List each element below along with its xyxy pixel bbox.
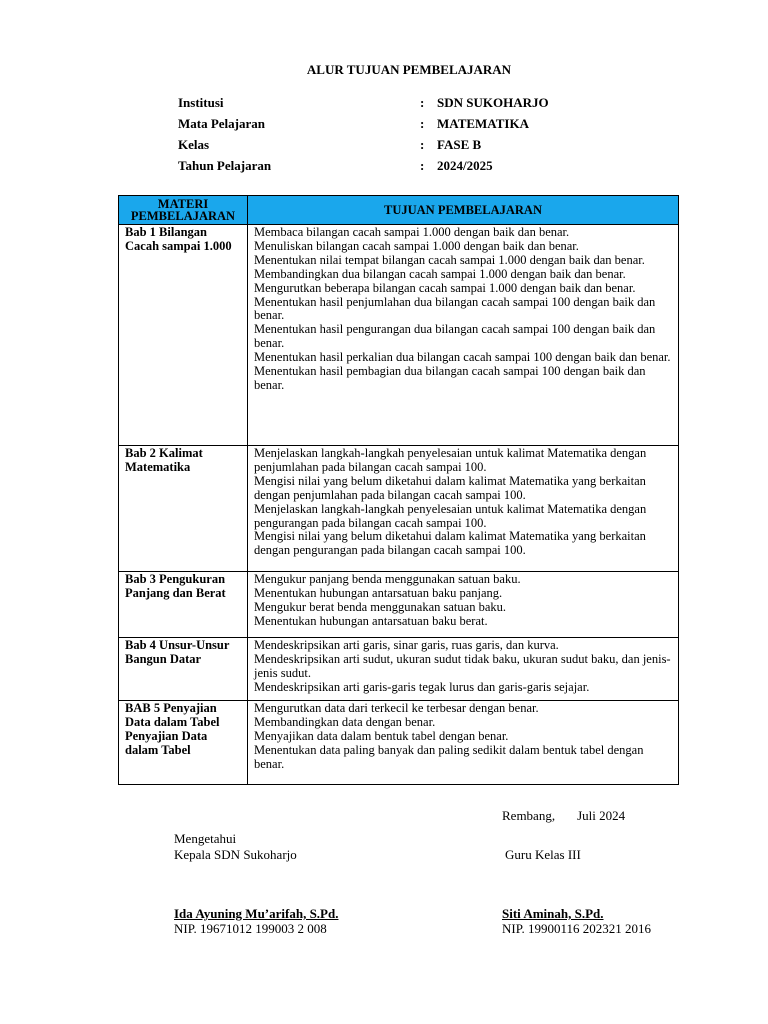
objective-item: Mendeskripsikan arti garis, sinar garis, ruas garis, dan kurva.: [254, 638, 559, 652]
teacher-name: Siti Aminah, S.Pd.: [502, 906, 604, 921]
place: Rembang,: [502, 808, 556, 823]
objective-item: Mengurutkan data dari terkecil ke terbesar dengan benar.: [254, 701, 539, 715]
objective-item: Menentukan hasil pembagian dua bilangan cacah sampai 100 dengan baik dan benar.: [254, 364, 646, 392]
objective-item: Menentukan hasil penjumlahan dua bilangan cacah sampai 100 dengan baik dan benar.: [254, 294, 656, 323]
tujuan-cell: [248, 225, 679, 446]
tujuan-cell: [248, 701, 679, 785]
objective-item: Menjelaskan langkah-langkah penyelesaian untuk kalimat Matematika dengan penjumlahan pada bilangan cacah sampai 100.: [254, 446, 647, 474]
materi-cell: Bab 4 Unsur-Unsur Bangun Datar: [119, 638, 248, 701]
meta-label: Kelas: [178, 137, 210, 152]
date: Juli 2024: [577, 808, 626, 823]
objective-item: Mengukur berat benda menggunakan satuan baku.: [254, 599, 507, 614]
signature-left-heading: [174, 831, 297, 863]
objective-item: Menentukan hasil pengurangan dua bilangan cacah sampai 100 dengan baik dan benar.: [254, 322, 656, 351]
objective-item: Mendeskripsikan arti sudut, ukuran sudut tidak baku, ukuran sudut baku, dan jenis-jenis sudut.: [254, 651, 671, 680]
signature-right-name-block: [502, 906, 651, 936]
teacher-title: Guru Kelas III: [505, 847, 581, 862]
meta-value: SDN SUKOHARJO: [437, 95, 549, 110]
objective-item: Mendeskripsikan arti garis-garis tegak lurus dan garis-garis sejajar.: [254, 679, 590, 694]
tujuan-cell: [248, 638, 679, 701]
objective-item: Menuliskan bilangan cacah sampai 1.000 dengan baik dan benar.: [254, 238, 579, 253]
materi-cell: Bab 3 Pengukuran Panjang dan Berat: [119, 572, 248, 638]
tujuan-cell: [248, 446, 679, 572]
objective-item: Menentukan nilai tempat bilangan cacah sampai 1.000 dengan baik dan benar.: [254, 252, 645, 267]
learning-objectives-table: [118, 195, 679, 785]
objective-item: Menentukan hasil perkalian dua bilangan cacah sampai 100 dengan baik dan benar.: [254, 350, 671, 365]
meta-value: FASE B: [437, 137, 482, 152]
tujuan-cell: [248, 572, 679, 638]
meta-label: Mata Pelajaran: [178, 116, 266, 131]
meta-row-tahun-pelajaran: Tahun Pelajaran : 2024/2025: [178, 155, 598, 176]
materi-cell: Bab 1 Bilangan Cacah sampai 1.000: [119, 225, 248, 446]
objective-item: Mengurutkan beberapa bilangan cacah sampai 1.000 dengan baik dan benar.: [254, 280, 636, 295]
meta-row-mata-pelajaran: Mata Pelajaran : MATEMATIKA: [178, 113, 598, 134]
table-header-row: [119, 196, 679, 225]
header-materi: MATERI PEMBELAJARAN: [119, 196, 248, 225]
table-row: [119, 572, 679, 638]
signature-left-name-block: [174, 906, 338, 936]
objective-item: Menyajikan data dalam bentuk tabel dengan benar.: [254, 728, 509, 743]
objective-item: Menentukan hubungan antarsatuan baku berat.: [254, 613, 488, 628]
principal-nip: NIP. 19671012 199003 2 008: [174, 921, 327, 936]
meta-value: 2024/2025: [437, 158, 493, 173]
objective-item: Menentukan hubungan antarsatuan baku panjang.: [254, 585, 503, 600]
meta-label: Institusi: [178, 95, 224, 110]
meta-label: Tahun Pelajaran: [178, 158, 272, 173]
meta-value: MATEMATIKA: [437, 116, 529, 131]
table-row: [119, 701, 679, 785]
acknowledged-label: Mengetahui: [174, 831, 237, 846]
objective-item: Membandingkan data dengan benar.: [254, 714, 436, 729]
meta-row-institusi: Institusi : SDN SUKOHARJO: [178, 92, 598, 113]
objective-item: Mengukur panjang benda menggunakan satuan baku.: [254, 572, 521, 586]
teacher-nip: NIP. 19900116 202321 2016: [502, 921, 652, 936]
objective-item: Menjelaskan langkah-langkah penyelesaian untuk kalimat Matematika dengan pengurangan pada bilangan cacah sampai 100.: [254, 501, 647, 530]
materi-cell: BAB 5 Penyajian Data dalam Tabel Penyajian Data dalam Tabel: [119, 701, 248, 785]
principal-name: Ida Ayuning Mu’arifah, S.Pd.: [174, 906, 339, 921]
table-row: [119, 446, 679, 572]
meta-row-kelas: Kelas : FASE B: [178, 134, 598, 155]
identity-block: [178, 92, 598, 176]
table-row: [119, 225, 679, 446]
objective-item: Membaca bilangan cacah sampai 1.000 dengan baik dan benar.: [254, 225, 570, 239]
objective-item: Mengisi nilai yang belum diketahui dalam kalimat Matematika yang berkaitan dengan penjumlahan pada bilangan cacah sampai 100.: [254, 473, 646, 502]
objective-item: Menentukan data paling banyak dan paling sedikit dalam bentuk tabel dengan benar.: [254, 742, 644, 771]
objective-item: Membandingkan dua bilangan cacah sampai 1.000 dengan baik dan benar.: [254, 266, 626, 281]
place-date: [502, 808, 625, 824]
header-tujuan: TUJUAN PEMBELAJARAN: [248, 196, 679, 225]
table-row: [119, 638, 679, 701]
principal-title: Kepala SDN Sukoharjo: [174, 847, 297, 862]
document-title: ALUR TUJUAN PEMBELAJARAN: [306, 62, 512, 77]
table-body: [119, 225, 679, 785]
materi-cell: Bab 2 Kalimat Matematika: [119, 446, 248, 572]
objective-item: Mengisi nilai yang belum diketahui dalam kalimat Matematika yang berkaitan dengan pengurangan pada bilangan cacah sampai 100.: [254, 529, 646, 558]
